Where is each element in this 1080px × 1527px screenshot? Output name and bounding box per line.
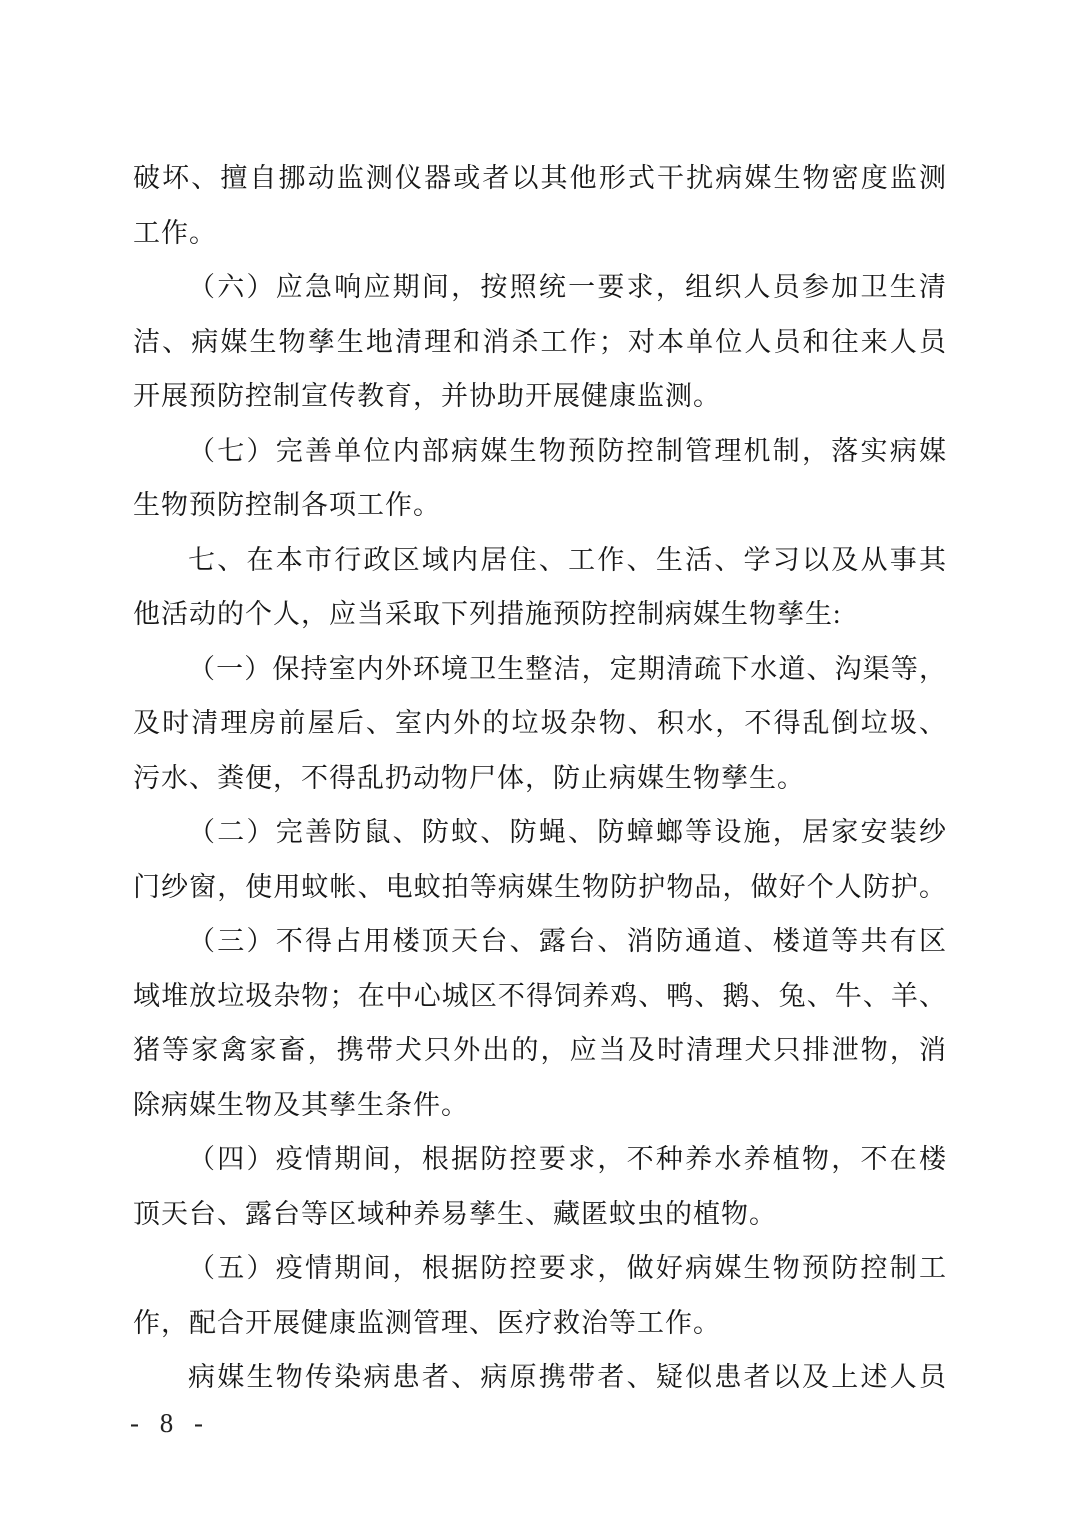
text-line: （二）完善防鼠、防蚊、防蝇、防蟑螂等设施，居家安装纱 <box>188 817 947 847</box>
text-line: 及时清理房前屋后、室内外的垃圾杂物、积水，不得乱倒垃圾、 <box>133 708 947 738</box>
text-line: 他活动的个人，应当采取下列措施预防控制病媒生物孳生: <box>133 599 842 629</box>
text-line: 七、在本市行政区域内居住、工作、生活、学习以及从事其 <box>188 544 947 575</box>
text-line: 门纱窗，使用蚊帐、电蚊拍等病媒生物防护物品，做好个人防护。 <box>133 871 947 902</box>
text-line: （四）疫情期间，根据防控要求，不种养水养植物，不在楼 <box>188 1144 947 1174</box>
text-line: 工作。 <box>133 217 217 248</box>
page-number: - 8 - <box>130 1408 210 1438</box>
text-line: 域堆放垃圾杂物；在中心城区不得饲养鸡、鸭、鹅、兔、牛、羊、 <box>133 980 947 1011</box>
text-line: 猪等家禽家畜，携带犬只外出的，应当及时清理犬只排泄物，消 <box>133 1035 947 1065</box>
text-line: 顶天台、露台等区域种养易孳生、藏匿蚊虫的植物。 <box>133 1198 777 1229</box>
text-line: 作，配合开展健康监测管理、医疗救治等工作。 <box>133 1307 721 1338</box>
text-line: 生物预防控制各项工作。 <box>133 490 441 520</box>
text-line: 除病媒生物及其孳生条件。 <box>133 1089 469 1120</box>
text-line: （一）保持室内外环境卫生整洁，定期清疏下水道、沟渠等， <box>188 653 947 684</box>
text-line: （七）完善单位内部病媒生物预防控制管理机制，落实病媒 <box>188 435 947 466</box>
text-line: （五）疫情期间，根据防控要求，做好病媒生物预防控制工 <box>188 1253 947 1283</box>
text-line: 病媒生物传染病患者、病原携带者、疑似患者以及上述人员 <box>188 1362 947 1392</box>
text-line: 洁、病媒生物孳生地清理和消杀工作；对本单位人员和往来人员 <box>133 326 947 357</box>
text-line: 开展预防控制宣传教育，并协助开展健康监测。 <box>133 381 721 411</box>
text-line: （六）应急响应期间，按照统一要求，组织人员参加卫生清 <box>188 272 947 302</box>
text-line: （三）不得占用楼顶天台、露台、消防通道、楼道等共有区 <box>188 926 947 956</box>
text-line: 破坏、擅自挪动监测仪器或者以其他形式干扰病媒生物密度监测 <box>133 163 947 193</box>
text-line: 污水、粪便，不得乱扔动物尸体，防止病媒生物孳生。 <box>133 762 805 793</box>
document-body <box>133 151 947 1405</box>
